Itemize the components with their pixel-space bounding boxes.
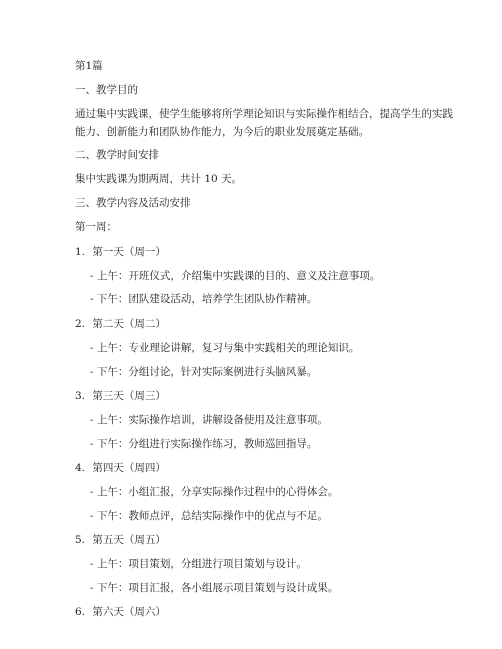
day-2-afternoon: - 下午：分组讨论，针对实际案例进行头脑风暴。 <box>90 366 318 378</box>
section-title-schedule: 二、教学时间安排 <box>75 149 159 161</box>
week-label: 第一周： <box>75 221 117 233</box>
day-5-morning: - 上午：项目策划，分组进行项目策划与设计。 <box>90 558 307 570</box>
day-1-morning: - 上午：开班仪式，介绍集中实践课的目的、意义及注意事项。 <box>90 270 381 282</box>
section-title-objective: 一、教学目的 <box>75 84 138 96</box>
list-item-number: 6. <box>75 606 86 618</box>
list-item-title: 第五天（周五） <box>92 534 166 546</box>
day-4-morning: - 上午：小组汇报，分享实际操作过程中的心得体会。 <box>90 486 339 498</box>
list-item-day-3 <box>75 389 166 403</box>
objective-paragraph-line-2: 能力、创新能力和团队协作能力，为今后的职业发展奠定基础。 <box>75 126 369 138</box>
day-5-afternoon: - 下午：项目汇报，各小组展示项目策划与设计成果。 <box>90 582 339 594</box>
list-item-number: 2. <box>75 318 86 330</box>
day-2-morning: - 上午：专业理论讲解，复习与集中实践相关的理论知识。 <box>90 342 360 354</box>
objective-paragraph-line-1: 通过集中实践课，使学生能够将所学理论知识与实际操作相结合，提高学生的实践 <box>75 108 453 120</box>
list-item-title: 第一天（周一） <box>92 246 166 258</box>
list-item-day-4 <box>75 461 166 475</box>
list-item-title: 第二天（周二） <box>92 318 166 330</box>
day-3-morning: - 上午：实际操作培训，讲解设备使用及注意事项。 <box>90 414 328 426</box>
document-heading: 第1篇 <box>75 60 103 72</box>
list-item-day-1 <box>75 245 166 259</box>
section-title-content: 三、教学内容及活动安排 <box>75 197 191 209</box>
schedule-paragraph: 集中实践课为期两周，共计 10 天。 <box>75 173 243 185</box>
day-1-afternoon: - 下午：团队建设活动，培养学生团队协作精神。 <box>90 293 318 305</box>
list-item-day-2 <box>75 317 166 331</box>
list-item-title: 第四天（周四） <box>92 462 166 474</box>
list-item-title: 第三天（周三） <box>92 390 166 402</box>
list-item-day-5 <box>75 533 166 547</box>
list-item-number: 4. <box>75 462 86 474</box>
day-3-afternoon: - 下午：分组进行实际操作练习，教师巡回指导。 <box>90 438 318 450</box>
list-item-number: 1. <box>75 246 86 258</box>
list-item-number: 5. <box>75 534 86 546</box>
list-item-title: 第六天（周六） <box>92 606 166 618</box>
list-item-number: 3. <box>75 390 86 402</box>
day-4-afternoon: - 下午：教师点评，总结实际操作中的优点与不足。 <box>90 510 328 522</box>
list-item-day-6 <box>75 605 166 619</box>
